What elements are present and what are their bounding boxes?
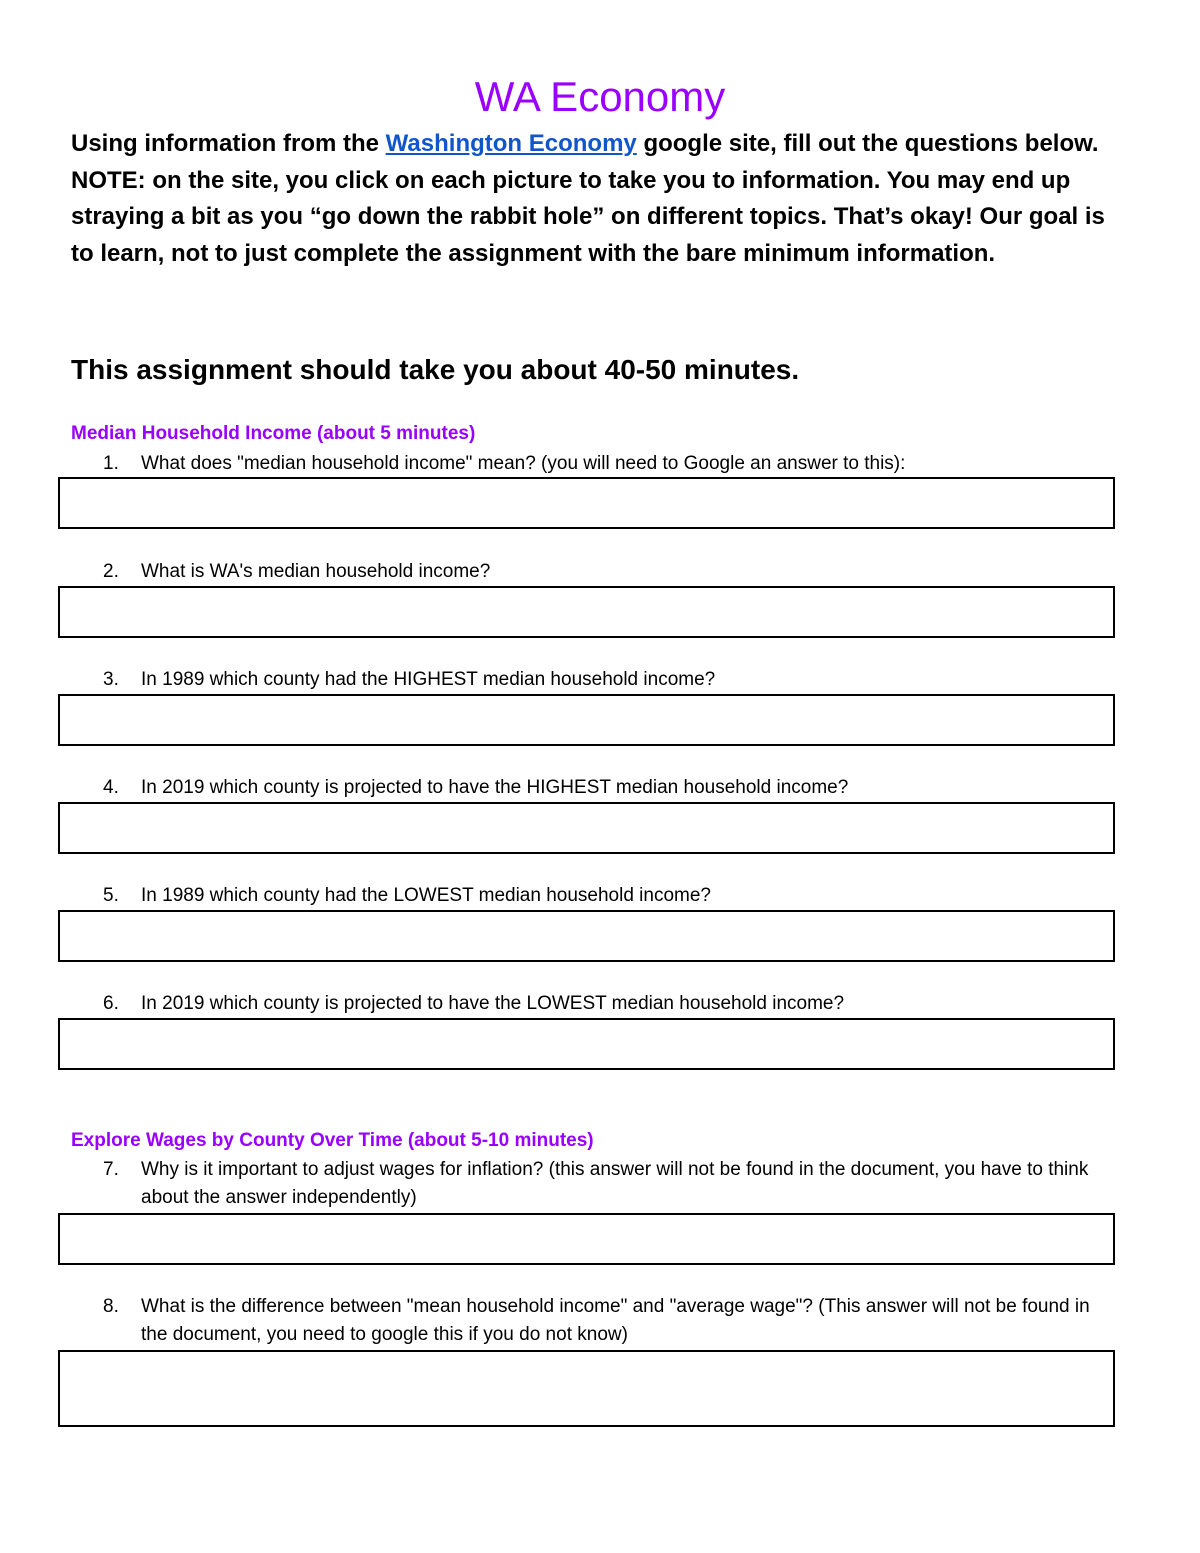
answer-box-5[interactable] — [58, 910, 1115, 962]
question-text: In 1989 which county had the HIGHEST median household income? — [141, 669, 716, 690]
question-text: What is the difference between "mean household income" and "average wage"? (This answer will not be found in the document, you need to google this if you do not know) — [141, 1296, 1090, 1345]
section-heading-wages: Explore Wages by County Over Time (about 5-10 minutes) — [71, 1130, 594, 1151]
intro-text-rest: google site, fill out the questions below. NOTE: on the site, you click on each picture to take you to information. You may end up straying a bit as you “go down the rabbit hole” on different topics. That’s okay! Our goal is to learn, not to just complete the assignment with the bare minimum information. — [71, 130, 1105, 267]
intro-text-start: Using information from the — [71, 130, 386, 157]
page-title: WA Economy — [474, 73, 726, 120]
question-number: 6. — [103, 993, 119, 1014]
question-number: 5. — [103, 885, 119, 906]
intro-paragraph — [71, 126, 1131, 272]
question-number: 4. — [103, 777, 119, 798]
question-number: 7. — [103, 1159, 119, 1180]
question-number: 8. — [103, 1296, 119, 1317]
question-text: In 1989 which county had the LOWEST median household income? — [141, 885, 711, 906]
question-number: 2. — [103, 561, 119, 582]
washington-economy-link[interactable]: Washington Economy — [385, 130, 637, 157]
question-number: 1. — [103, 453, 119, 474]
answer-box-7[interactable] — [58, 1213, 1115, 1265]
answer-box-2[interactable] — [58, 586, 1115, 638]
question-text: Why is it important to adjust wages for inflation? (this answer will not be found in the document, you have to think about the answer independently) — [141, 1159, 1089, 1208]
answer-box-1[interactable] — [58, 477, 1115, 529]
answer-box-8[interactable] — [58, 1350, 1115, 1427]
question-text: What does "median household income" mean? (you will need to Google an answer to this): — [141, 453, 906, 474]
question-text: In 2019 which county is projected to have the LOWEST median household income? — [141, 993, 845, 1014]
question-text: In 2019 which county is projected to have the HIGHEST median household income? — [141, 777, 849, 798]
section-heading-median-income: Median Household Income (about 5 minutes) — [71, 423, 476, 444]
question-number: 3. — [103, 669, 119, 690]
answer-box-6[interactable] — [58, 1018, 1115, 1070]
question-text: What is WA's median household income? — [141, 561, 491, 582]
answer-box-4[interactable] — [58, 802, 1115, 854]
answer-box-3[interactable] — [58, 694, 1115, 746]
time-estimate: This assignment should take you about 40-50 minutes. — [71, 354, 800, 385]
